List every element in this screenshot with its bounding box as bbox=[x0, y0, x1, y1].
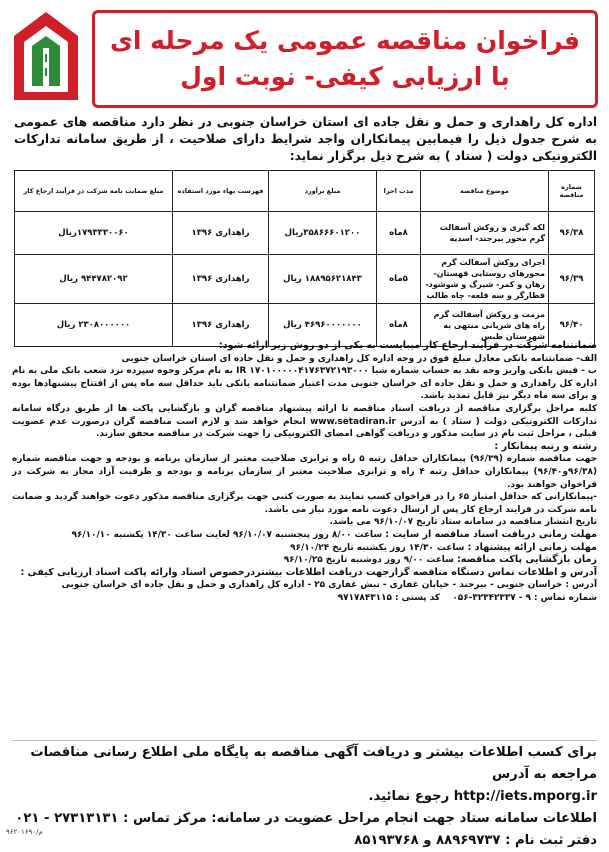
table-row bbox=[15, 212, 595, 255]
contact-heading: آدرس و اطلاعات تماس دستگاه مناقصه گزارجهت دریافت اطلاعات بیشتردرخصوص اسناد وارائه پاکت اسناد ارزیابی کیفی : bbox=[20, 566, 597, 578]
header-price-list: فهرست بهاء مورد استفاده bbox=[173, 171, 269, 212]
footer-line-3: اطلاعات سامانه ستاد جهت انجام مراحل عضویت در سامانه: مرکز تماس : ۲۷۳۱۳۱۳۱ - ۰۲۱ bbox=[15, 811, 597, 826]
contact-postal: کد پستی : ۹۷۱۷۸۴۳۱۱۵ bbox=[337, 592, 440, 603]
footer-line-2: http://iets.mporg.ir رجوع نمائید. bbox=[368, 789, 597, 804]
title-box bbox=[92, 10, 598, 108]
cell-guarantee: ۱۷۹۳۳۳۰۰۶۰ریال bbox=[15, 212, 173, 255]
cell-guarantee: ۲۳۰۸۰۰۰۰۰۰ ریال bbox=[15, 304, 173, 347]
cell-number: ۹۶/۴۰ bbox=[549, 304, 595, 347]
table-header-row bbox=[15, 171, 595, 212]
open-value: ساعت ۹/۰۰ روز دوشنبه تاریخ ۹۶/۱۰/۲۵ bbox=[283, 555, 454, 566]
submit-value: ساعت ۱۴/۳۰ روز یکشنبه تاریخ ۹۶/۱۰/۲۴ bbox=[290, 542, 465, 553]
opening-time bbox=[12, 554, 597, 567]
cell-subject: مرمت و روکش آسفالت گرم راه های شریانی منتهی به شهرستان طبس bbox=[421, 304, 549, 347]
receive-value: ساعت ۸/۰۰ روز پنجشنبه ۹۶/۱۰/۰۷ لغایت ساعت ۱۴/۳۰ یکشنبه ۹۶/۱۰/۱۰ bbox=[71, 529, 383, 540]
open-label: زمان بازگشایی پاکت مناقصه: bbox=[456, 554, 597, 566]
header-guarantee: مبلغ ضمانت نامه شرکت در فرآیند ارجاع کار bbox=[15, 171, 173, 212]
title-line-1: فراخوان مناقصه عمومی یک مرحله ای bbox=[110, 26, 581, 55]
guarantee-item-b: ب - فیش بانکی واریز وجه نقد به حساب شماره شبا IR ۱۷۰۱۰۰۰۰۰۴۱۷۶۳۷۲۱۹۳۰۰۰ به نام مرکز وجوه سپرده نزد شعب بانک ملی به نام اداره کل راهداری و حمل و نقل جاده ای خراسان جنوبی مدت اعتبار ضمانتنامه بانکی باید حداقل سه ماه پس از افتتاح پیشنهادها بوده و برای سه ماه دیگر نیز قابل تمدید باشد. bbox=[12, 366, 597, 402]
guarantee-heading: ضمانتنامه شرکت در فرآیند ارجاع کار میبایست به یکی از دو روش زیر ارائه شود: bbox=[218, 340, 597, 351]
submit-deadline bbox=[12, 542, 597, 555]
submit-label: مهلت زمانی ارائه پیشنهاد : bbox=[467, 541, 597, 553]
guarantee-item-a: الف- ضمانتنامه بانکی معادل مبلغ فوق در وجه اداره کل راهداری و حمل و نقل جاده ای استان خراسان جنوبی bbox=[121, 353, 597, 364]
footer-line-1: برای کسب اطلاعات بیشتر و دریافت آگهی مناقصه به پایگاه ملی اطلاع رسانی مناقصات مراجعه به آدرس bbox=[30, 745, 597, 782]
tender-table bbox=[14, 170, 595, 347]
cell-duration: ۵ماه bbox=[377, 255, 421, 304]
contact-address: آدرس : خراسان جنوبی - بیرجند - خیابان غفاری - نبش غفاری ۲۵ - اداره کل راهداری و حمل و نقل جاده ای خراسان جنوبی bbox=[61, 580, 597, 591]
table-row bbox=[15, 255, 595, 304]
cell-price-list: راهداری ۱۳۹۶ bbox=[173, 255, 269, 304]
publish-date: تاریخ انتشار مناقصه در سامانه ستاد تاریخ ۹۶/۱۰/۰۷ می باشد. bbox=[329, 517, 597, 528]
header-estimate: مبلغ برآورد bbox=[269, 171, 377, 212]
cell-duration: ۸ماه bbox=[377, 304, 421, 347]
contact-phone-postal bbox=[12, 592, 597, 605]
cell-price-list: راهداری ۱۳۹۶ bbox=[173, 212, 269, 255]
cell-subject: اجرای روکش آسفالت گرم محورهای روستایی قهستان- زهان و کمر- شیرگ و شوشود- قطارگر و سه قلعه- چاه طالب bbox=[421, 255, 549, 304]
road-transport-organization-logo-icon bbox=[10, 8, 82, 106]
cell-duration: ۸ماه bbox=[377, 212, 421, 255]
process-paragraph: کلیه مراحل برگزاری مناقصه از دریافت اسناد مناقصه تا ارائه پیشنهاد مناقصه گران و بازگشایی پاکت ها از طریق درگاه سامانه تدارکات الکترونیکی دولت ( ستاد ) به آدرس www.setadiran.ir انجام خواهد شد و لازم است مناقصه گران درصورت عدم عضویت قبلی ، مراحل ثبت نام در سایت مذکور و دریافت گواهی امضای الکترونیکی را جهت شرکت در مناقصه محقق سازند. bbox=[12, 403, 597, 440]
cell-estimate: ۱۸۸۹۵۶۲۱۸۴۳ ریال bbox=[269, 255, 377, 304]
cell-guarantee: ۹۴۴۷۸۲۰۹۲ ریال bbox=[15, 255, 173, 304]
cell-price-list: راهداری ۱۳۹۶ bbox=[173, 304, 269, 347]
notice-body bbox=[12, 340, 597, 604]
grade-text: جهت مناقصه شماره (۹۶/۳۹) پیمانکاران حداقل رتبه ۵ راه و ترابری صلاحیت معتبر از سازمان برنامه و بودجه و جهت مناقصه شماره (۹۶/۳۸و۹۶/۴۰) پیمانکاران حداقل رتبه ۴ راه و ترابری صلاحیت معتبر از سازمان برنامه و بودجه و ظرفیت آزاد مجاز به شرکت در فراخوان خواهند بود. bbox=[12, 454, 597, 490]
receive-deadline bbox=[12, 529, 597, 542]
intro-paragraph: اداره کل راهداری و حمل و نقل جاده ای استان خراسان جنوبی در نظر دارد مناقصه های عمومی به شرح جدول ذیل را فیمابین پیمانکاران واجد شرایط دارای صلاحیت ، از طریق سامانه تدارکات الکترونیکی دولت ( ستاد ) به شرح ذیل برگزار نماید: bbox=[14, 115, 597, 163]
footer-line-4: دفتر ثبت نام : ۸۸۹۶۹۷۳۷ و ۸۵۱۹۳۷۶۸ bbox=[354, 833, 597, 848]
receive-label: مهلت زمانی دریافت اسناد مناقصه از سایت : bbox=[385, 528, 597, 540]
cell-number: ۹۶/۳۸ bbox=[549, 212, 595, 255]
grade-heading: رشته و رتبه پیمانکار : bbox=[494, 440, 597, 452]
header-duration: مدت اجرا bbox=[377, 171, 421, 212]
contact-phone: شماره تماس : ۹ - ۳۲۳۴۲۳۳۷-۰۵۶ bbox=[452, 592, 597, 603]
header-subject: موضوع مناقصه bbox=[421, 171, 549, 212]
cell-estimate: ۴۶۹۶۰۰۰۰۰۰۰ ریال bbox=[269, 304, 377, 347]
cell-number: ۹۶/۳۹ bbox=[549, 255, 595, 304]
cell-estimate: ۳۵۸۶۶۶۰۱۲۰۰ریال bbox=[269, 212, 377, 255]
title-line-2: با ارزیابی کیفی- نوبت اول bbox=[180, 62, 510, 91]
cell-subject: لکه گیری و روکش آسفالت گرم محور بیرجند- اسدیه bbox=[421, 212, 549, 255]
footer bbox=[12, 742, 597, 852]
ad-code: م/۹۶۲۰۱۶۹۰ bbox=[6, 828, 43, 836]
divider bbox=[12, 740, 597, 741]
quality-text: -پیمانکارانی که حداقل امتیاز ۶۵ را در فراخوان کسب نمایند به صورت کتبی جهت برگزاری مناقصه مذکور دعوت خواهند گردید و ضمانت نامه شرکت در فرایند ارجاع کار پس از ارسال دعوت نامه مورد نیاز می باشد. bbox=[12, 492, 597, 515]
header-number: شماره مناقصه bbox=[549, 171, 595, 212]
